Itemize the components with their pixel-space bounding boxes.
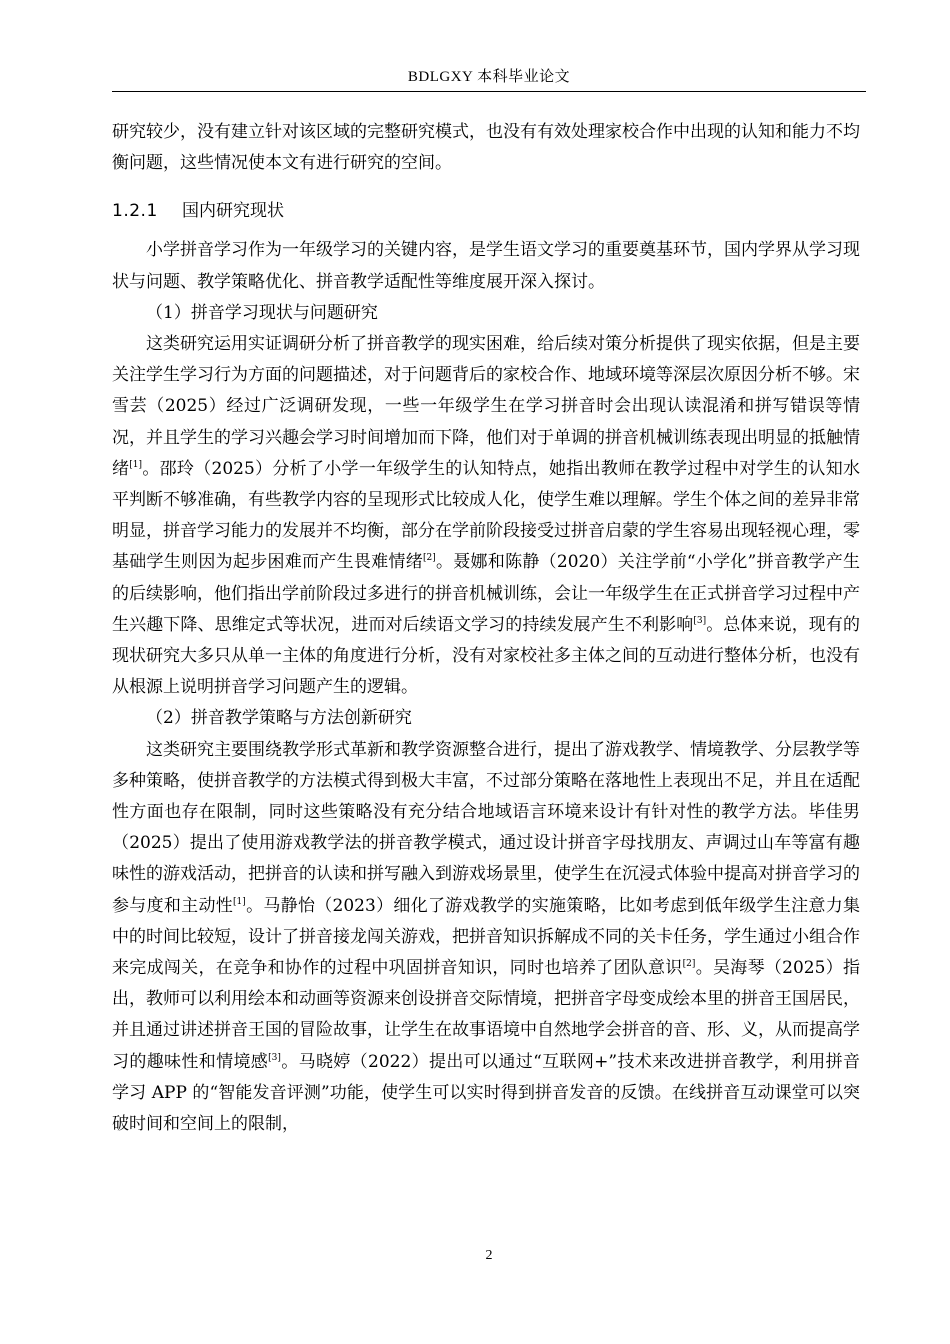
subsection-paragraph-2 xyxy=(112,735,860,1141)
section-heading xyxy=(112,193,860,229)
citation-ref: [1] xyxy=(233,896,246,907)
citation-ref: [2] xyxy=(682,959,696,970)
overview-paragraph: 小学拼音学习作为一年级学习的关键内容，是学生语文学习的重要奠基环节，国内学界从学习现状与问题、教学策略优化、拼音教学适配性等维度展开深入探讨。 xyxy=(112,240,860,292)
text-segment: 。马晓婷（2022）提出可以通过“互联网+”技术来改进拼音教学，利用拼音学习 APP 的“智能发音评测”功能，使学生可以实时得到拼音发音的反馈。在线拼音互动课堂可以突破时间和空间上的限制， xyxy=(112,1051,861,1135)
citation-ref: [1] xyxy=(129,459,143,470)
text-segment: 。总体来说，现有的现状研究大多只从单一主体的角度进行分析，没有对家校社多主体之间的互动进行整体分析，也没有从根源上说明拼音学习问题产生的逻辑。 xyxy=(112,614,860,698)
citation-ref: [3] xyxy=(268,1052,281,1063)
page-number: 2 xyxy=(485,1248,493,1263)
text-segment: 。吴海琴（2025）指出，教师可以利用绘本和动画等资源来创设拼音交际情境，把拼音字母变成绘本里的拼音王国居民，并且通过讲述拼音王国的冒险故事，让学生在故事语境中自然地学会拼音的音、形、义，从而提高学习的趣味性和情境感 xyxy=(112,958,861,1072)
subsection-title-2: （2）拼音教学策略与方法创新研究 xyxy=(146,708,412,729)
continued-paragraph: 研究较少，没有建立针对该区域的完整研究模式，也没有有效处理家校合作中出现的认知和能力不均衡问题，这些情况使本文有进行研究的空间。 xyxy=(112,122,860,174)
subsection-title-1: （1）拼音学习现状与问题研究 xyxy=(146,302,378,323)
text-segment: 。聂娜和陈静（2020）关注学前“小学化”拼音教学产生的后续影响，他们指出学前阶段过多进行的拼音机械训练，会让一年级学生在正式拼音学习过程中产生兴趣下降、思维定式等状况，进而对后续语文学习的持续发展产生不利影响 xyxy=(112,552,860,635)
header-divider xyxy=(112,91,866,92)
text-segment: 这类研究主要围绕教学形式革新和教学资源整合进行，提出了游戏教学、情境教学、分层教学等多种策略，使拼音教学的方法模式得到极大丰富，不过部分策略在落地性上表现出不足，并且在适配性方面也存在限制，同时这些策略没有充分结合地域语言环境来设计有针对性的教学方法。毕佳男（2025）提出了使用游戏教学法的拼音教学模式，通过设计拼音字母找朋友、声调过山车等富有趣味性的游戏活动，把拼音的认读和拼写融入到游戏场景里，使学生在沉浸式体验中提高对拼音学习的参与度和主动性 xyxy=(112,739,860,916)
subsection-paragraph-1 xyxy=(112,329,860,703)
text-segment: 。马静怡（2023）细化了游戏教学的实施策略，比如考虑到低年级学生注意力集中的时间比较短，设计了拼音接龙闯关游戏，把拼音知识拆解成不同的关卡任务，学生通过小组合作来完成闯关，在竞争和协作的过程中巩固拼音知识，同时也培养了团队意识 xyxy=(112,895,860,979)
running-header: BDLGXY 本科毕业论文 xyxy=(407,69,571,85)
page-body xyxy=(112,117,860,1140)
text-segment: 这类研究运用实证调研分析了拼音教学的现实困难，给后续对策分析提供了现实依据，但是主要关注学生学习行为方面的问题描述，对于问题背后的家校合作、地域环境等深层次原因分析不够。宋雪芸（2025）经过广泛调研发现，一些一年级学生在学习拼音时会出现认读混淆和拼写错误等情况，并且学生的学习兴趣会学习时间增加而下降，他们对于单调的拼音机械训练表现出明显的抵触情绪 xyxy=(112,334,860,479)
text-segment: 。邵玲（2025）分析了小学一年级学生的认知特点，她指出教师在教学过程中对学生的认知水平判断不够准确，有些教学内容的呈现形式比较成人化，使学生难以理解。学生个体之间的差异非常明显，拼音学习能力的发展并不均衡，部分在学前阶段接受过拼音启蒙的学生容易出现轻视心理，零基础学生则因为起步困难而产生畏难情绪 xyxy=(112,458,861,573)
citation-ref: [3] xyxy=(693,615,707,626)
citation-ref: [2] xyxy=(422,553,436,564)
section-number: 1.2.1 xyxy=(112,201,158,222)
section-title: 国内研究现状 xyxy=(182,201,284,222)
